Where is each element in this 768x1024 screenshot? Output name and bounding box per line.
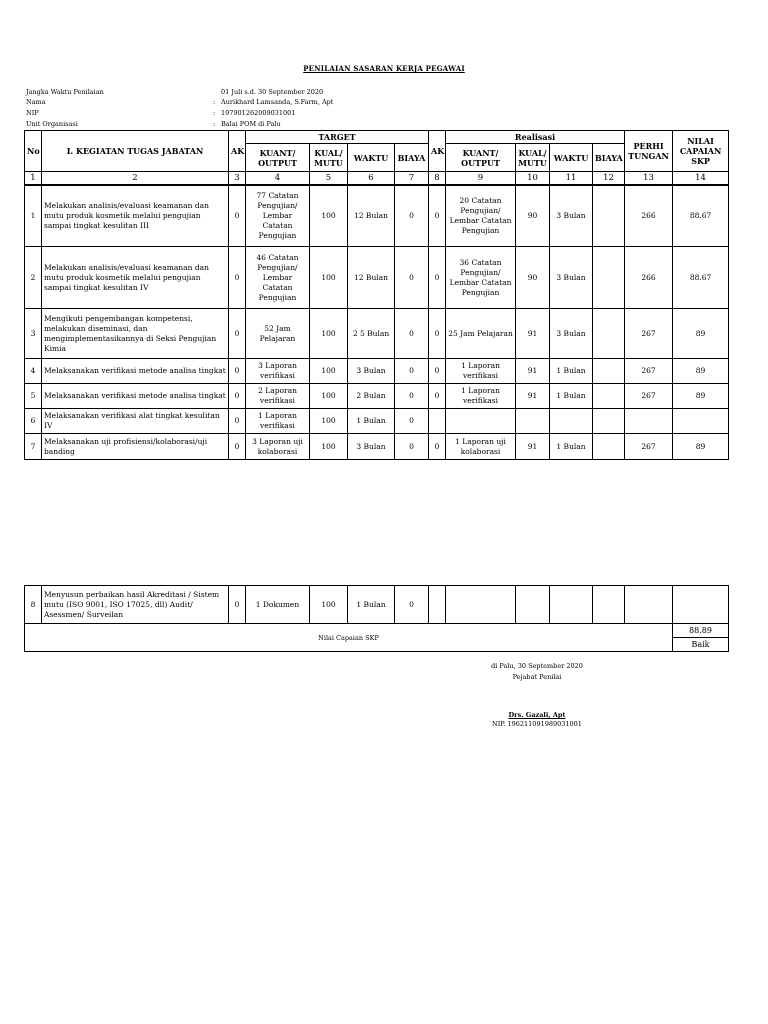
row-realisasi-waktu: 3 Bulan (550, 185, 593, 247)
row-target-kuant: 2 Laporan verifikasi (246, 384, 310, 409)
row-realisasi-ak: 0 (429, 359, 446, 384)
signature-nip: NIP. 196211091989031001 (492, 720, 582, 728)
info-colon-nip: : (213, 109, 216, 117)
row-nilai (673, 409, 729, 434)
row-realisasi-kuant: 36 Catatan Pengujian/ Lembar Catatan Pengujian (446, 247, 516, 309)
row-realisasi-waktu: 1 Bulan (550, 434, 593, 460)
header-realisasi-kuant: KUANT/ OUTPUT (446, 144, 516, 172)
row-target-kuant: 52 Jam Pelajaran (246, 309, 310, 359)
row-realisasi-kuant: 1 Laporan uji kolaborasi (446, 434, 516, 460)
row-target-kuant: 46 Catatan Pengujian/ Lembar Catatan Pengujian (246, 247, 310, 309)
row-kegiatan: Melakukan analisis/evaluasi keamanan dan mutu produk kosmetik melalui pengujian sampai tingkat kesulitan IV (42, 247, 229, 309)
header-target-biaya: BIAYA (395, 144, 429, 172)
row-realisasi-kuant: 1 Laporan verifikasi (446, 359, 516, 384)
row-target-kuant: 3 Laporan uji kolaborasi (246, 434, 310, 460)
row-target-biaya: 0 (395, 359, 429, 384)
row-no: 7 (25, 434, 42, 460)
row-kegiatan: Melaksanakan verifikasi alat tingkat kesulitan IV (42, 409, 229, 434)
column-number: 12 (593, 172, 625, 185)
row-target-waktu: 12 Bulan (348, 185, 395, 247)
info-label-nip: NIP (26, 109, 39, 117)
skp-table-continued (24, 585, 729, 652)
column-number: 1 (25, 172, 42, 185)
row-realisasi-kuant: 25 Jam Pelajaran (446, 309, 516, 359)
table-row (25, 384, 729, 409)
table-row (25, 409, 729, 434)
row-perhitungan: 267 (625, 359, 673, 384)
row-nilai: 89 (673, 384, 729, 409)
info-value-nip: 197901262009031001 (221, 109, 296, 117)
column-number: 6 (348, 172, 395, 185)
column-number: 8 (429, 172, 446, 185)
row-nilai: 89 (673, 359, 729, 384)
info-label-unit: Unit Organisasi (26, 120, 78, 128)
column-number: 5 (310, 172, 348, 185)
row-target-kual: 100 (310, 309, 348, 359)
header-realisasi-biaya: BIAYA (593, 144, 625, 172)
row-realisasi-ak (429, 409, 446, 434)
header-realisasi-kual: KUAL/ MUTU (516, 144, 550, 172)
info-label-name: Nama (26, 98, 46, 106)
row-realisasi-kual: 91 (516, 359, 550, 384)
row-no: 8 (25, 586, 42, 624)
column-number: 10 (516, 172, 550, 185)
row-realisasi-ak: 0 (429, 185, 446, 247)
row-realisasi-biaya (593, 409, 625, 434)
column-number: 3 (229, 172, 246, 185)
row-nilai: 89 (673, 434, 729, 460)
column-number: 9 (446, 172, 516, 185)
summary-grade: Baik (673, 638, 729, 652)
row-target-waktu: 12 Bulan (348, 247, 395, 309)
column-number-row (25, 172, 729, 185)
row-kegiatan: Melaksanakan uji profisiensi/kolaborasi/uji banding (42, 434, 229, 460)
info-colon-name: : (213, 98, 216, 106)
row-target-waktu: 3 Bulan (348, 434, 395, 460)
header-ak: AK (229, 131, 246, 172)
table-row (25, 309, 729, 359)
info-value-name: Aurikhard Lamsanda, S.Farm, Apt (221, 98, 334, 106)
row-ak: 0 (229, 434, 246, 460)
summary-label: Nilai Capaian SKP (25, 624, 673, 652)
row-ak: 0 (229, 384, 246, 409)
info-value-unit: Balai POM di Palu (221, 120, 281, 128)
row-perhitungan (625, 409, 673, 434)
header-nilai: NILAI CAPAIAN SKP (673, 131, 729, 172)
row-realisasi-kuant: 20 Catatan Pengujian/ Lembar Catatan Pengujian (446, 185, 516, 247)
row-kegiatan: Melaksanakan verifikasi metode analisa tingkat (42, 384, 229, 409)
row-realisasi-waktu: 3 Bulan (550, 247, 593, 309)
row-realisasi-kual (516, 586, 550, 624)
skp-table (24, 130, 729, 460)
row-target-kuant: 1 Dokumen (246, 586, 310, 624)
column-number: 14 (673, 172, 729, 185)
row-target-biaya: 0 (395, 434, 429, 460)
row-realisasi-kual: 91 (516, 384, 550, 409)
row-kegiatan: Menyusun perbaikan hasil Akreditasi / Sistem mutu (ISO 9001, ISO 17025, dll) Audit/ Asessmen/ Surveilan (42, 586, 229, 624)
row-target-kuant: 1 Laporan verifikasi (246, 409, 310, 434)
column-number: 13 (625, 172, 673, 185)
column-number: 11 (550, 172, 593, 185)
row-target-biaya: 0 (395, 586, 429, 624)
row-nilai: 88.67 (673, 247, 729, 309)
row-target-biaya: 0 (395, 185, 429, 247)
row-realisasi-kuant: 1 Laporan verifikasi (446, 384, 516, 409)
row-no: 6 (25, 409, 42, 434)
column-number: 2 (42, 172, 229, 185)
table-row (25, 247, 729, 309)
row-kegiatan: Mengikuti pengembangan kompetensi, melakukan diseminasi, dan mengimplementasikannya di Seksi Pengujian Kimia (42, 309, 229, 359)
signature-name: Drs. Gazali, Apt (508, 711, 566, 719)
row-realisasi-waktu: 3 Bulan (550, 309, 593, 359)
row-realisasi-ak: 0 (429, 247, 446, 309)
row-target-kuant: 3 Laporan verifikasi (246, 359, 310, 384)
table-row (25, 185, 729, 247)
row-realisasi-kuant (446, 586, 516, 624)
row-realisasi-ak (429, 586, 446, 624)
signature-place-date: di Palu, 30 September 2020 (491, 662, 583, 670)
header-realisasi: Realisasi (446, 131, 625, 144)
row-realisasi-ak: 0 (429, 434, 446, 460)
row-target-kual: 100 (310, 409, 348, 434)
row-perhitungan: 267 (625, 384, 673, 409)
row-target-kual: 100 (310, 434, 348, 460)
row-perhitungan: 267 (625, 434, 673, 460)
row-realisasi-kual: 91 (516, 309, 550, 359)
row-realisasi-biaya (593, 384, 625, 409)
row-realisasi-biaya (593, 359, 625, 384)
row-ak: 0 (229, 247, 246, 309)
row-realisasi-waktu: 1 Bulan (550, 384, 593, 409)
row-target-kual: 100 (310, 185, 348, 247)
header-realisasi-ak: AK (429, 131, 446, 172)
row-ak: 0 (229, 309, 246, 359)
row-realisasi-ak: 0 (429, 384, 446, 409)
row-realisasi-biaya (593, 185, 625, 247)
row-target-kual: 100 (310, 384, 348, 409)
row-perhitungan: 267 (625, 309, 673, 359)
row-target-kual: 100 (310, 247, 348, 309)
row-ak: 0 (229, 359, 246, 384)
header-realisasi-waktu: WAKTU (550, 144, 593, 172)
row-realisasi-biaya (593, 434, 625, 460)
row-realisasi-kual: 90 (516, 185, 550, 247)
row-target-waktu: 1 Bulan (348, 409, 395, 434)
row-target-kuant: 77 Catatan Pengujian/ Lembar Catatan Pengujian (246, 185, 310, 247)
row-target-biaya: 0 (395, 384, 429, 409)
header-target-waktu: WAKTU (348, 144, 395, 172)
row-no: 4 (25, 359, 42, 384)
row-target-biaya: 0 (395, 309, 429, 359)
table-row (25, 586, 729, 624)
row-target-kual: 100 (310, 586, 348, 624)
row-realisasi-waktu: 1 Bulan (550, 359, 593, 384)
row-nilai (673, 586, 729, 624)
header-target: TARGET (246, 131, 429, 144)
row-realisasi-biaya (593, 247, 625, 309)
row-target-waktu: 3 Bulan (348, 359, 395, 384)
row-no: 5 (25, 384, 42, 409)
info-colon-unit: : (213, 120, 216, 128)
row-ak: 0 (229, 409, 246, 434)
row-ak: 0 (229, 185, 246, 247)
row-realisasi-kual: 91 (516, 434, 550, 460)
row-realisasi-ak: 0 (429, 309, 446, 359)
row-target-waktu: 2 5 Bulan (348, 309, 395, 359)
document-title: PENILAIAN SASARAN KERJA PEGAWAI (303, 64, 465, 73)
row-realisasi-kuant (446, 409, 516, 434)
row-realisasi-waktu (550, 409, 593, 434)
row-realisasi-kual: 90 (516, 247, 550, 309)
header-no: No (25, 131, 42, 172)
row-ak: 0 (229, 586, 246, 624)
row-realisasi-biaya (593, 586, 625, 624)
row-target-kual: 100 (310, 359, 348, 384)
summary-score: 88.89 (673, 624, 729, 638)
header-target-kuant: KUANT/ OUTPUT (246, 144, 310, 172)
row-nilai: 89 (673, 309, 729, 359)
row-no: 3 (25, 309, 42, 359)
row-realisasi-waktu (550, 586, 593, 624)
info-label-period: Jangka Waktu Penilaian (26, 88, 104, 96)
table-row (25, 434, 729, 460)
row-perhitungan: 266 (625, 247, 673, 309)
signature-role: Pejabat Penilai (512, 673, 562, 681)
row-target-biaya: 0 (395, 247, 429, 309)
row-target-biaya: 0 (395, 409, 429, 434)
info-value-period: 01 Juli s.d. 30 September 2020 (221, 88, 324, 96)
column-number: 4 (246, 172, 310, 185)
row-realisasi-biaya (593, 309, 625, 359)
header-perhitungan: PERHI TUNGAN (625, 131, 673, 172)
row-no: 1 (25, 185, 42, 247)
row-kegiatan: Melaksanakan verifikasi metode analisa tingkat (42, 359, 229, 384)
row-no: 2 (25, 247, 42, 309)
row-perhitungan: 266 (625, 185, 673, 247)
row-nilai: 88.67 (673, 185, 729, 247)
row-kegiatan: Melakukan analisis/evaluasi keamanan dan mutu produk kosmetik melalui pengujian sampai tingkat kesulitan III (42, 185, 229, 247)
header-kegiatan: I. KEGIATAN TUGAS JABATAN (42, 131, 229, 172)
column-number: 7 (395, 172, 429, 185)
row-target-waktu: 2 Bulan (348, 384, 395, 409)
row-target-waktu: 1 Bulan (348, 586, 395, 624)
header-target-kual: KUAL/ MUTU (310, 144, 348, 172)
row-perhitungan (625, 586, 673, 624)
table-row (25, 359, 729, 384)
row-realisasi-kual (516, 409, 550, 434)
